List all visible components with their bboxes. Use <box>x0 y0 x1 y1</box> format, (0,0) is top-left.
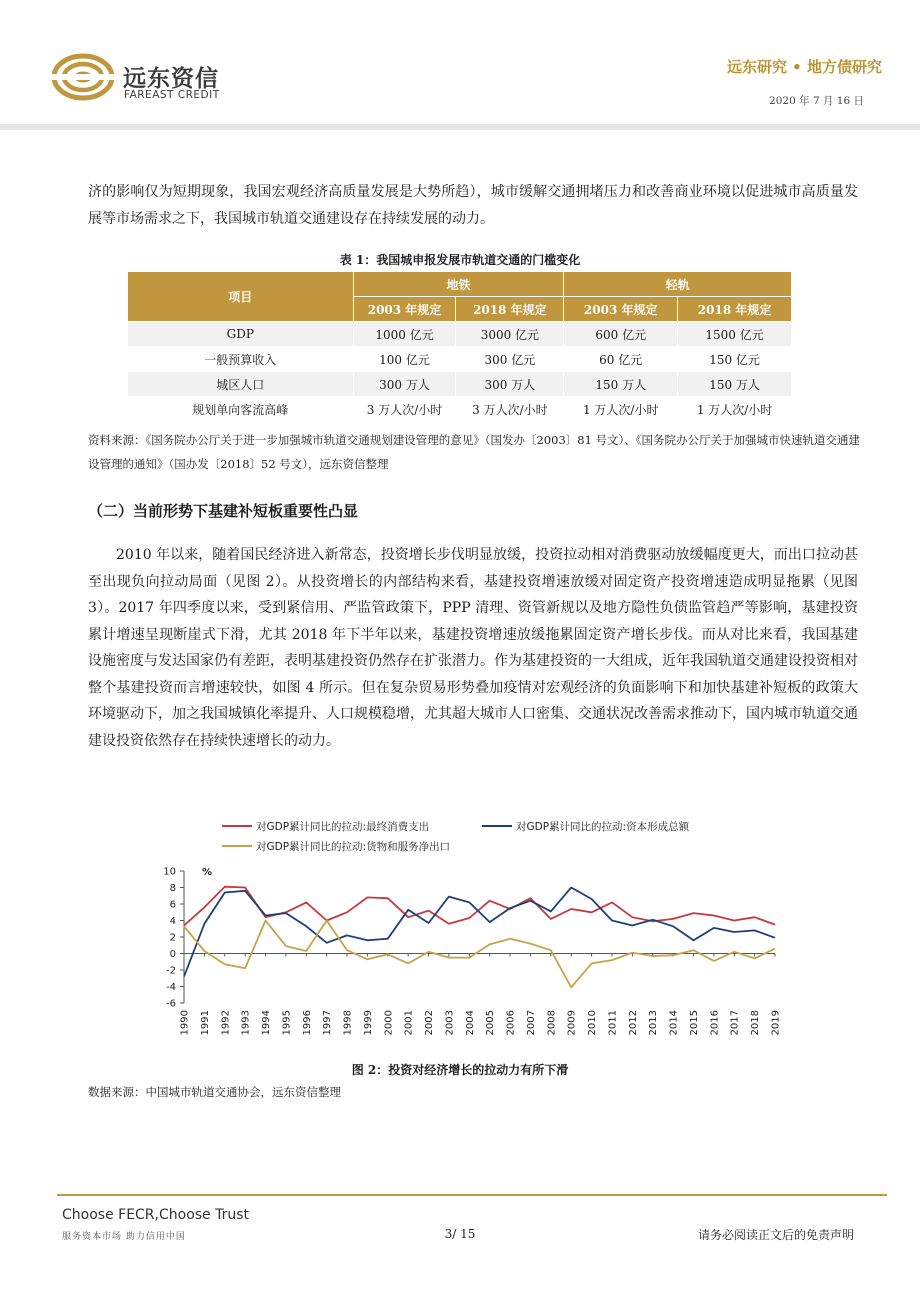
table-row <box>128 372 792 397</box>
y-tick-label: -2 <box>166 965 176 977</box>
table-cell: 1500 亿元 <box>678 322 792 347</box>
x-tick-label: 2018 <box>750 1010 762 1036</box>
x-tick-label: 2004 <box>464 1010 476 1036</box>
legend-label: 对GDP累计同比的拉动:资本形成总额 <box>516 821 690 833</box>
x-tick-label: 1997 <box>322 1010 334 1036</box>
table-cell: 1000 亿元 <box>353 322 456 347</box>
table-header-item: 项目 <box>128 272 354 322</box>
x-tick-label: 2001 <box>403 1010 415 1036</box>
table-cell: 1 万人次/小时 <box>678 397 792 422</box>
x-tick-label: 1993 <box>240 1010 252 1036</box>
page-number: 3/ 15 <box>444 1227 476 1241</box>
table-row <box>128 322 792 347</box>
table-cell: 60 亿元 <box>564 347 678 372</box>
x-tick-label: 2013 <box>648 1010 660 1036</box>
table-source-note: 资料来源：《国务院办公厅关于进一步加强城市轨道交通规划建设管理的意见》（国发办〔2003〕81 号文）、《国务院办公厅关于加强城市快速轨道交通建设管理的通知》（国办发〔2018〕52 号文），远东资信整理 <box>88 433 861 471</box>
footer-divider <box>57 1194 887 1196</box>
table-header-light-rail: 轻轨 <box>564 272 792 297</box>
y-tick-label: 10 <box>163 866 176 878</box>
table-cell: 1 万人次/小时 <box>564 397 678 422</box>
y-tick-label: -6 <box>166 998 176 1010</box>
page-header <box>0 0 920 130</box>
table-cell: GDP <box>128 322 354 347</box>
table-row <box>128 347 792 372</box>
y-tick-label: 6 <box>169 899 176 911</box>
report-series: 远东研究 • 地方债研究 <box>726 58 882 76</box>
table-cell: 600 亿元 <box>564 322 678 347</box>
table-cell: 3 万人次/小时 <box>353 397 456 422</box>
logo-en-text: FAREAST CREDIT <box>124 89 220 101</box>
y-tick-label: -4 <box>166 982 176 993</box>
x-tick-label: 2016 <box>709 1010 721 1036</box>
table-cell: 3000 亿元 <box>456 322 564 347</box>
series-line <box>184 887 775 926</box>
table-cell: 300 万人 <box>353 372 456 397</box>
x-tick-label: 2006 <box>505 1010 517 1036</box>
x-tick-label: 2017 <box>729 1010 741 1036</box>
table-header-metro-2003: 2003 年规定 <box>353 297 456 322</box>
x-tick-label: 2008 <box>546 1010 558 1036</box>
table-cell: 规划单向客流高峰 <box>128 397 354 422</box>
table-header-light-2018: 2018 年规定 <box>678 297 792 322</box>
legend-label: 对GDP累计同比的拉动:最终消费支出 <box>256 821 430 833</box>
table-header-light-2003: 2003 年规定 <box>564 297 678 322</box>
x-tick-label: 1990 <box>179 1010 191 1036</box>
x-tick-label: 2011 <box>607 1010 619 1036</box>
y-tick-label: 0 <box>169 949 176 960</box>
intro-paragraph: 济的影响仅为短期现象，我国宏观经济高质量发展是大势所趋），城市缓解交通拥堵压力和改善商业环境以促进城市高质量发展等市场需求之下，我国城市轨道交通建设存在持续发展的动力。 <box>88 184 858 227</box>
x-tick-label: 1994 <box>261 1010 273 1036</box>
table-header-metro-2018: 2018 年规定 <box>456 297 564 322</box>
logo-cn-text: 远东资信 <box>123 66 219 92</box>
x-tick-label: 2002 <box>424 1010 436 1036</box>
threshold-table <box>127 271 792 422</box>
table-cell: 300 万人 <box>456 372 564 397</box>
table-caption: 表 1：我国城申报发展市轨道交通的门槛变化 <box>339 253 581 267</box>
y-tick-label: 8 <box>169 883 176 894</box>
footer-disclaimer: 请务必阅读正文后的免责声明 <box>697 1228 854 1242</box>
x-tick-label: 2019 <box>770 1010 782 1036</box>
table-cell: 300 亿元 <box>456 347 564 372</box>
table-cell: 一般预算收入 <box>128 347 354 372</box>
table-cell: 3 万人次/小时 <box>456 397 564 422</box>
table-row <box>128 397 792 422</box>
report-date: 2020 年 7 月 16 日 <box>769 95 864 107</box>
x-tick-label: 2003 <box>444 1010 456 1036</box>
series-line <box>184 888 775 977</box>
legend-label: 对GDP累计同比的拉动:货物和服务净出口 <box>256 841 451 853</box>
x-tick-label: 1992 <box>220 1010 232 1036</box>
x-tick-label: 2009 <box>566 1010 578 1036</box>
x-tick-label: 2012 <box>627 1010 639 1036</box>
x-tick-label: 2014 <box>668 1010 680 1036</box>
figure-caption: 图 2：投资对经济增长的拉动力有所下滑 <box>351 1063 569 1077</box>
table-cell: 城区人口 <box>128 372 354 397</box>
fareast-logo-icon <box>52 52 114 102</box>
section-title: （二）当前形势下基建补短板重要性凸显 <box>88 502 359 520</box>
y-tick-label: 4 <box>169 916 176 927</box>
footer-slogan: Choose FECR,Choose Trust <box>62 1207 250 1223</box>
x-tick-label: 2000 <box>383 1010 395 1036</box>
x-tick-label: 2005 <box>485 1010 497 1036</box>
table-cell: 150 万人 <box>564 372 678 397</box>
x-tick-label: 1995 <box>281 1010 293 1036</box>
y-tick-label: 2 <box>169 932 176 944</box>
main-paragraph: 2010 年以来，随着国民经济进入新常态，投资增长步伐明显放缓，投资拉动相对消费驱动放缓幅度更大，而出口拉动甚至出现负向拉动局面（见图 2）。从投资增长的内部结构来看，基建投资增速放缓对固定资产投资增速造成明显拖累（见图 3）。2017 年四季度以来，受到紧信用、严监管政策下，PPP 清理、资管新规以及地方隐性负债监管趋严等影响，基建投资累计增速呈现断崖式下滑，尤其 2018 年下半年以来，基建投资增速放缓拖累固定资产增长步伐。而从对比来看，我国基建设施密度与发达国家仍有差距，表明基建投资仍然存在扩张潜力。作为基建投资的一大组成，近年我国轨道交通建设投资相对整个基建投资而言增速较快，如图 4 所示。但在复杂贸易形势叠加疫情对宏观经济的负面影响下和加快基建补短板的政策大环境驱动下，加之我国城镇化率提升、人口规模稳增，尤其超大城市人口密集、交通状况改善需求推动下，国内城市轨道交通建设投资依然存在持续快速增长的动力。 <box>88 547 858 749</box>
table-cell: 150 亿元 <box>678 347 792 372</box>
x-tick-label: 2007 <box>525 1010 537 1036</box>
investment-pull-chart <box>130 808 810 1058</box>
table-cell: 100 亿元 <box>353 347 456 372</box>
x-tick-label: 2010 <box>587 1010 599 1036</box>
header-divider <box>0 124 920 130</box>
y-unit-label: % <box>202 867 213 878</box>
table-cell: 150 万人 <box>678 372 792 397</box>
x-tick-label: 2015 <box>688 1010 700 1036</box>
x-tick-label: 1998 <box>342 1010 354 1036</box>
x-tick-label: 1991 <box>199 1010 211 1036</box>
table-header-metro: 地铁 <box>353 272 564 297</box>
footer-subslogan: 服务资本市场 助力信用中国 <box>62 1232 186 1242</box>
figure-source-note: 数据来源：中国城市轨道交通协会，远东资信整理 <box>88 1085 341 1099</box>
x-tick-label: 1999 <box>362 1010 374 1036</box>
x-tick-label: 1996 <box>301 1010 313 1036</box>
